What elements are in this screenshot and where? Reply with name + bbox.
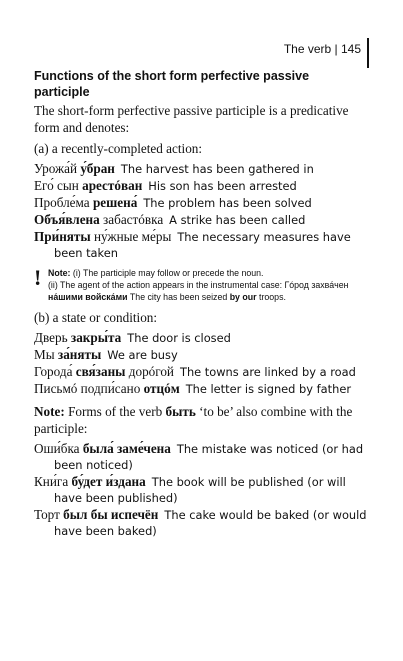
en-text-after-2: ) [173, 491, 178, 505]
example-c-1 [34, 441, 368, 473]
ru-bold: отцóм [143, 381, 180, 396]
ru-bold: закры́та [70, 330, 122, 345]
ru-bold: арестóван [82, 178, 143, 193]
example-c-2 [34, 474, 368, 506]
en-text: The towns [180, 365, 243, 379]
en-text: The letter is signed [185, 382, 300, 396]
en-text: His son [148, 179, 194, 193]
page-number: 145 [340, 42, 361, 56]
ru-bold: был бы испечён [63, 507, 159, 522]
header-separator: | [334, 42, 341, 56]
en-bold-2: had been noticed [54, 442, 364, 472]
note-2-label: Note: [34, 404, 65, 419]
ru-text: Его́ сын [34, 178, 83, 193]
note-2-text: Forms of the verb [64, 404, 166, 419]
example-a-3 [34, 195, 368, 211]
note-text-3: The city has been seized [127, 292, 230, 302]
en-bold: has been gathered in [192, 162, 314, 176]
example-a-2 [34, 178, 368, 194]
en-bold: has been called [215, 213, 306, 227]
note-2-bold-ru: быть [165, 404, 196, 419]
note-box [34, 267, 368, 303]
ru-text: Письмó подпи́сано [34, 381, 144, 396]
en-text-after: (or [318, 442, 342, 456]
example-b-1 [34, 330, 368, 346]
en-bold: is closed [181, 331, 231, 345]
en-text-after-2: ) [128, 458, 133, 472]
ru-text-after: забастóвка [99, 212, 164, 227]
part-a-label: (a) a recently-completed action: [34, 141, 203, 156]
en-bold: are busy [128, 348, 178, 362]
ru-text: Города́ [34, 364, 76, 379]
en-text: A strike [169, 213, 216, 227]
en-text: The necessary measures [177, 230, 323, 244]
running-title [284, 42, 361, 56]
ru-text-after: ну́жные ме́ры [90, 229, 172, 244]
ru-text: Кни́га [34, 474, 72, 489]
ru-text: Оши́бка [34, 441, 83, 456]
en-bold: would be baked [219, 508, 310, 522]
en-text-after: (or [303, 475, 328, 489]
exclamation-icon: ! [34, 265, 42, 290]
en-bold: has been arrested [193, 179, 297, 193]
en-bold-2: would have been baked [54, 508, 367, 538]
intro-paragraph: The short-form perfective passive participle is a predicative form and denotes: [34, 103, 349, 135]
en-bold: have been taken [54, 230, 351, 260]
example-b-3 [34, 364, 368, 380]
example-a-1 [34, 161, 368, 177]
ru-text-after: дорóгой [125, 364, 174, 379]
ru-text: Дверь [34, 330, 71, 345]
part-b-label: (b) a state or condition: [34, 310, 158, 325]
ru-bold: была́ заме́чена [82, 441, 171, 456]
example-a-4 [34, 212, 368, 228]
note-2-paragraph [34, 403, 368, 437]
en-text: The problem [143, 196, 219, 210]
section-title: Functions of the short form perfective passive participle [34, 69, 310, 99]
en-bold: will be published [207, 475, 304, 489]
note-bold-en: by our [229, 292, 257, 302]
ru-text: Урожа́й [34, 161, 81, 176]
page-header [284, 30, 369, 68]
en-text: We [107, 348, 129, 362]
note-line-2 [48, 279, 368, 303]
ru-bold: за́няты [57, 347, 102, 362]
note-text-4: troops. [256, 292, 286, 302]
ru-text: Торт [34, 507, 64, 522]
en-bold: has been solved [218, 196, 312, 210]
page-content [34, 68, 368, 545]
en-bold: was noticed [250, 442, 319, 456]
example-b-2 [34, 347, 368, 363]
en-text: The cake [164, 508, 220, 522]
ru-text: Мы [34, 347, 58, 362]
ru-bold: у́бран [80, 161, 115, 176]
en-text: The mistake [176, 442, 251, 456]
example-b-4 [34, 381, 368, 397]
example-c-3 [34, 507, 368, 539]
en-text-after-2: ) [152, 524, 157, 538]
note-line-1 [48, 267, 368, 279]
ru-bold: Объя́влена [34, 212, 100, 227]
en-text: The book [151, 475, 208, 489]
ru-bold: При́няты [34, 229, 91, 244]
header-rule [367, 38, 369, 68]
ru-bold: решена́ [92, 195, 138, 210]
part-a-list [34, 161, 368, 261]
en-text: The harvest [120, 162, 193, 176]
example-a-5 [34, 229, 368, 261]
note-2-text-after: ‘to be’ also combine with the participle: [34, 404, 353, 436]
en-bold: are linked [242, 365, 299, 379]
ru-text: Пробле́ма [34, 195, 93, 210]
note-bold-ru: на́шими войска́ми [48, 292, 128, 302]
part-b-list [34, 330, 368, 397]
note-text-1: (i) The participle may follow or precede the noun. [70, 268, 264, 278]
en-bold: by father [299, 382, 352, 396]
note-label: Note: [48, 268, 71, 278]
en-text: The door [127, 331, 182, 345]
en-text-after: by a road [298, 365, 356, 379]
en-text-after: (or [309, 508, 333, 522]
note-text-2: (ii) The agent of the action appears in the instrumental case: Гóрод захва́чен [48, 280, 349, 290]
en-bold-2: will have been published [54, 475, 346, 505]
part-c-list [34, 441, 368, 539]
ru-bold: свя́заны [75, 364, 126, 379]
running-title-text: The verb [283, 42, 332, 56]
ru-bold: бу́дет и́здана [71, 474, 146, 489]
